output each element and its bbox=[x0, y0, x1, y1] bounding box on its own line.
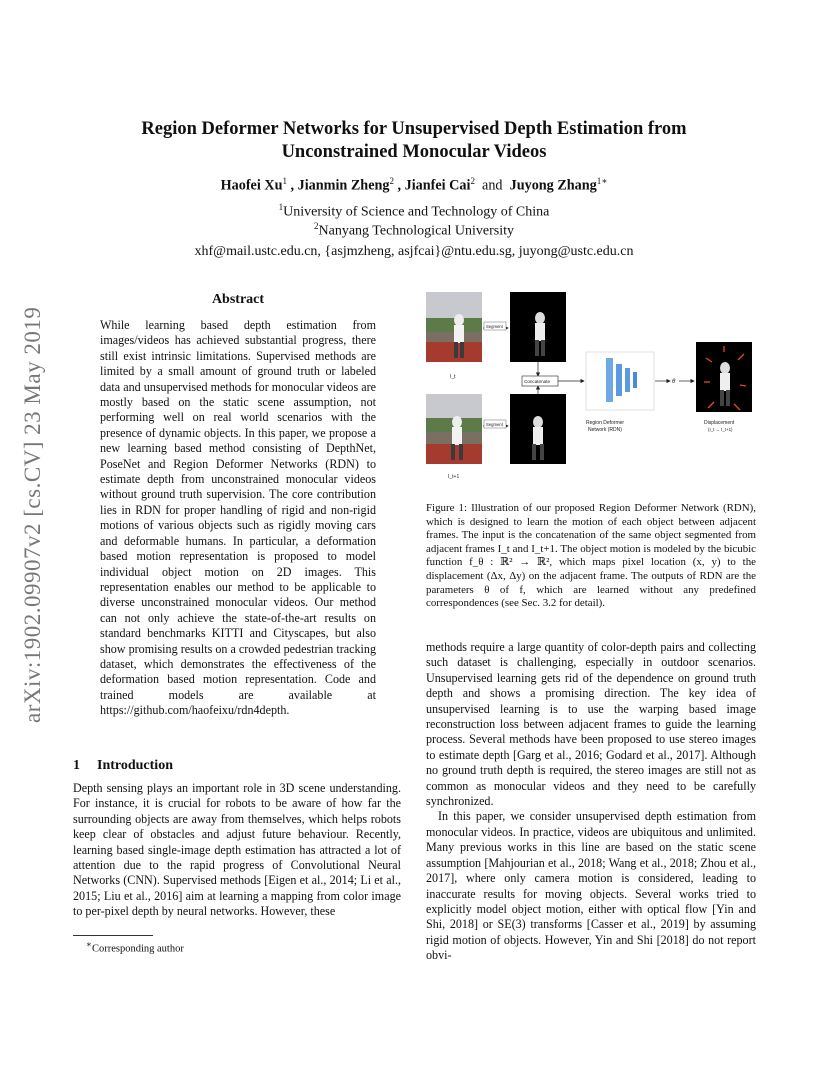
abstract-body: While learning based depth estimation from images/videos has achieved substantial progress, there still exist intrinsic limitations. Supervised methods are limited by a small amount of ground truth or labeled data and unsupervised methods for monocular videos are mostly based on the static scene assumption, not performing well on real world scenarios with the presence of dynamic objects. In this paper, we propose a new learning based method consisting of DepthNet, PoseNet and Region Deformer Networks (RDN) to estimate depth from unconstrained monocular videos without ground truth supervision. The core contribution lies in RDN for proper handling of rigid and non-rigid motions of various objects such as rigidly moving cars and deformable humans. In particular, a deformation based motion representation is proposed to model individual object motion on 2D images. This representation enables our method to be applicable to diverse unconstrained monocular videos. Our method can not only achieve the state-of-the-art results on standard benchmarks KITTI and Cityscapes, but also show promising results on a crowded pedestrian tracking dataset, which demonstrates the effectiveness of the deformation based motion representation. Code and trained models are available at https://github.com/haofeixu/rdn4depth. bbox=[100, 318, 376, 718]
displacement-output bbox=[696, 342, 752, 412]
footnote: ∗Corresponding author bbox=[86, 939, 184, 955]
segment-label-top: Segment bbox=[486, 324, 503, 329]
arxiv-stamp: arXiv:1902.09907v2 [cs.CV] 23 May 2019 bbox=[20, 306, 45, 724]
footnote-rule bbox=[73, 935, 153, 936]
segment-label-bottom: Segment bbox=[486, 422, 503, 427]
figure-1 bbox=[426, 290, 756, 480]
author-list: Haofei Xu$^1$ , Jianmin Zheng$^2$ , Jianfei Cai$^2$ and Juyong Zhang$^{1∗}$ bbox=[220, 176, 608, 194]
author-1-sup: 1 bbox=[282, 176, 287, 186]
affiliation-2: $^2$Nanyang Technological University bbox=[314, 221, 514, 239]
abstract-heading: Abstract bbox=[211, 292, 265, 307]
affiliation-1: $^1$University of Science and Technology of China bbox=[278, 202, 550, 220]
frame-t-label: I_t bbox=[450, 374, 456, 380]
rdn-label-line1: Region Deformer bbox=[586, 420, 625, 426]
author-emails: xhf@mail.ustc.edu.cn, {asjmzheng, asjfcai}@ntu.edu.sg, juyong@ustc.edu.cn bbox=[194, 244, 634, 259]
and-word: and bbox=[482, 177, 503, 194]
title-line-1: Region Deformer Networks for Unsupervised Depth Estimation from bbox=[141, 119, 687, 139]
paper-title bbox=[100, 118, 728, 164]
displacement-label-line1: Displacement bbox=[704, 420, 735, 426]
right-paragraph-2: In this paper, we consider unsupervised depth estimation from monocular videos. In practice, videos are ubiquitous and unlimited. Many previous works in this line are based on the static scene assumption [Mahjourian et al., 2018; Wang et al., 2018; Zhou et al., 2017], where only camera motion is considered, leading to inaccurate results for moving objects. Several works tried to explicitly model object motion, either with optical flow [Yin and Shi, 2018] or SE(3) transforms [Casser et al., 2019] by assuming rigid motion of objects. However, Yin and Shi [2018] do not report obvi- bbox=[426, 809, 756, 963]
author-2: Jianmin Zheng bbox=[297, 177, 390, 194]
section-heading-introduction: 1 Introduction bbox=[73, 758, 173, 773]
displacement-label-line2: (I_t → I_t+1) bbox=[708, 427, 733, 432]
author-1: Haofei Xu bbox=[220, 177, 283, 194]
frame-t-photo bbox=[426, 292, 482, 362]
right-column-text bbox=[426, 640, 756, 964]
segmented-object-bottom bbox=[510, 394, 566, 464]
author-3-sup: 2 bbox=[470, 176, 475, 186]
concatenate-label: Concatenate bbox=[524, 379, 551, 384]
title-line-2: Unconstrained Monocular Videos bbox=[281, 142, 547, 162]
author-4: Juyong Zhang bbox=[509, 177, 597, 194]
author-3: Jianfei Cai bbox=[404, 177, 471, 194]
segmented-object-top bbox=[510, 292, 566, 362]
rdn-label-line2: Network (RDN) bbox=[588, 427, 622, 433]
frame-t1-label: I_t+1 bbox=[448, 474, 460, 480]
intro-paragraph-left: Depth sensing plays an important role in 3D scene understanding. For instance, it is crucial for robots to be aware of how far the surrounding objects are away from themselves, which helps robots keep clear of obstacles and adjust future behaviour. Recently, learning based single-image depth estimation has attracted a lot of attention due to the rapid progress of Convolutional Neural Networks (CNN). Supervised methods [Eigen et al., 2014; Li et al., 2015; Liu et al., 2016] aim at learning a mapping from color image to per-pixel depth by neural networks. However, these bbox=[73, 781, 401, 919]
author-2-sup: 2 bbox=[389, 176, 394, 186]
frame-t1-photo bbox=[426, 394, 482, 464]
right-paragraph-1: methods require a large quantity of color-depth pairs and collecting such dataset is challenging, especially in outdoor scenarios. Unsupervised learning gets rid of the dependence on ground truth depth and shows a promising direction. The key idea of unsupervised learning is to use the warping based image reconstruction loss between adjacent frames to guide the learning process. Several methods have been proposed to use stereo images to estimate depth [Garg et al., 2016; Godard et al., 2017]. Although no ground truth depth is required, the stereo images are still not as common as monocular videos and they need to be carefully synchronized. bbox=[426, 640, 756, 809]
figure-1-caption: Figure 1: Illustration of our proposed Region Deformer Network (RDN), which is designed to learn the motion of each object between adjacent frames. The input is the concatenation of the same object segmented from adjacent frames I_t and I_t+1. The object motion is modeled by the bicubic function f_θ : ℝ² → ℝ², which maps pixel location (x, y) to the displacement (Δx, Δy) on the adjacent frame. The outputs of RDN are the parameters θ of f, which are learned without any predefined correspondences (see Sec. 3.2 for detail). bbox=[426, 502, 756, 610]
figure-1-diagram bbox=[426, 290, 756, 480]
author-4-sup: 1∗ bbox=[596, 176, 608, 186]
theta-label: θ bbox=[672, 379, 676, 385]
rdn-network-box bbox=[586, 352, 654, 410]
